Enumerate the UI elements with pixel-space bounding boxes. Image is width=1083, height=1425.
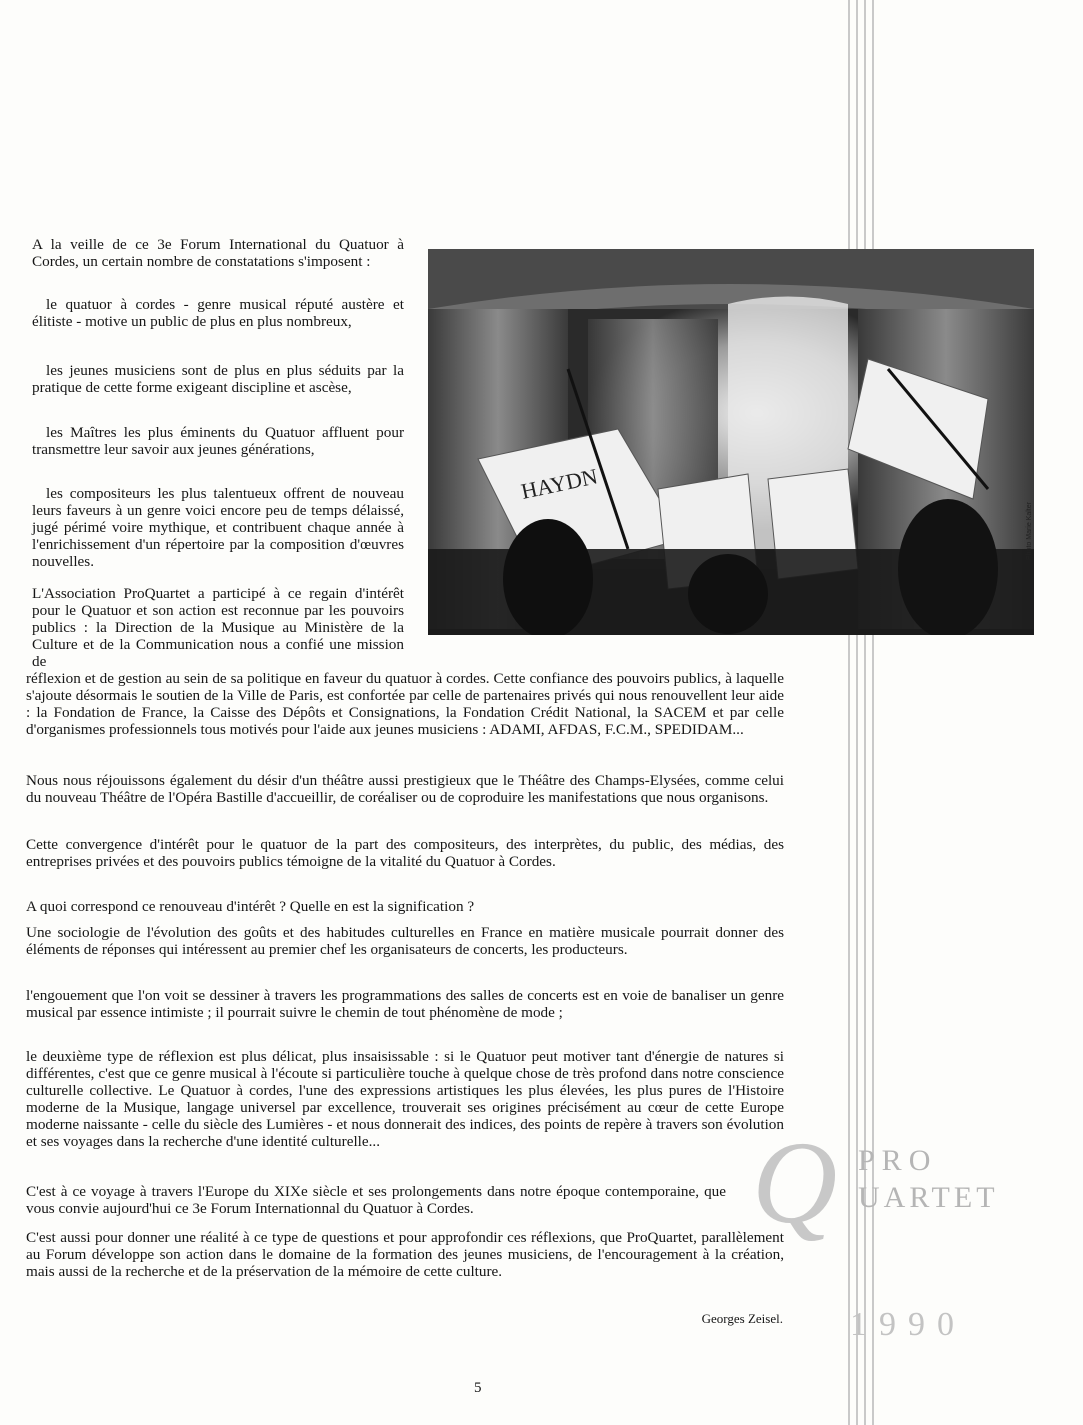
score-title-label: HAYDN [518,463,600,504]
paragraph-item-composers: les compositeurs les plus talentueux offrent de nouveau leurs faveurs à un genre voici encore peu de temps délaissé, jugé périmé voire mythique, et contribuent chaque année à l'enrichissement d'un répertoire par la composition d'œuvres nouvelles. [32,485,404,570]
paragraph-theatres: Nous nous réjouissons également du désir d'un théâtre aussi prestigieux que le Théâtre des Champs-Elysées, comme celui du nouveau Théâtre de l'Opéra Bastille d'accueillir, de coréaliser ou de coproduire les manifestations que nous organisons. [26,772,784,806]
page-number: 5 [474,1380,482,1396]
paragraph-proquartet-b: réflexion et de gestion au sein de sa politique en faveur du quatuor à cordes. Cette confiance des pouvoirs publics, à laquelle s'ajoute désormais le soutien de la Ville de Paris, est confortée par celle de partenaires privés qui nous renouvellent leur aide : la Fondation de France, la Caisse des Dépôts et Consignations, la Fondation Crédit National, la SACEM et par celle d'organismes professionnels tous motivés pour l'aide aux jeunes musiciens : ADAMI, AFDAS, F.C.M., SPEDIDAM... [26,670,784,738]
logo-initial: Q [752,1117,838,1248]
photo-credit: Photo Marie Kalter [1026,502,1033,560]
paragraph-sociology: Une sociologie de l'évolution des goûts et des habitudes culturelles en France en matière musicale pourrait donner des éléments de réponses qui intéressent au premier chef les organisateurs de concerts, les producteurs. [26,924,784,958]
logo-pro: PRO [858,1144,938,1177]
logo-year: 1990 [850,1306,966,1343]
paragraph-proquartet-a: L'Association ProQuartet a participé à ce regain d'intérêt pour le Quatuor et son action est reconnue par les pouvoirs publics : la Direction de la Musique au Ministère de la Culture et de la Communication nous a confié une mission de [32,585,404,670]
photo-quartet-concert [428,249,1034,635]
paragraph-item-masters: les Maîtres les plus éminents du Quatuor affluent pour transmettre leur savoir aux jeunes générations, [32,424,404,458]
signature: Georges Zeisel. [701,1311,783,1326]
paragraph-voyage: C'est à ce voyage à travers l'Europe du XIXe siècle et ses prolongements dans notre époque contemporaine, que vous convie aujourd'hui ce 3e Forum Internationnal du Quatuor à Cordes. [26,1183,726,1217]
concert-photo-illustration [428,249,1034,635]
paragraph-intro: A la veille de ce 3e Forum International du Quatuor à Cordes, un certain nombre de constatations s'imposent : [32,236,404,270]
paragraph-reflexion: le deuxième type de réflexion est plus délicat, plus insaisissable : si le Quatuor peut motiver tant d'énergie de natures si différentes, c'est que ce genre musical à l'écoute si particulière touche à quelque chose de très profond dans notre conscience culturelle collective. Le Quatuor à cordes, l'une des expressions artistiques les plus élevées, les plus pures de l'Histoire moderne de la Musique, langage universel par excellence, trouverait ses origines précisément au cœur de cette Europe moderne naissante - celle du siècle des Lumières - et nous donnerait des indices, des points de repère à travers son évolution et ses voyages dans la recherche d'une identité culturelle... [26,1048,784,1150]
paragraph-question: A quoi correspond ce renouveau d'intérêt ? Quelle en est la signification ? [26,898,475,915]
paragraph-convergence: Cette convergence d'intérêt pour le quatuor de la part des compositeurs, des interprètes, du public, des médias, des entreprises privées et des pouvoirs publics témoigne de la vitalité du Quatuor à Cordes. [26,836,784,870]
paragraph-engouement: l'engouement que l'on voit se dessiner à travers les programmations des salles de concerts est en voie de banaliser un genre musical par essence intimiste ; il pourrait suivre le chemin de tout phénomène de mode ; [26,987,784,1021]
paragraph-item-public: le quatuor à cordes - genre musical réputé austère et élitiste - motive un public de plus en plus nombreux, [32,296,404,330]
paragraph-proquartet-action: C'est aussi pour donner une réalité à ce type de questions et pour approfondir ces réflexions, que ProQuartet, parallèlement au Forum développe son action dans le domaine de la formation des jeunes musiciens, de l'encouragement à la création, mais aussi de la recherche et de la préservation de la mémoire de cette culture. [26,1229,784,1280]
paragraph-item-musicians: les jeunes musiciens sont de plus en plus séduits par la pratique de cette forme exigeant discipline et ascèse, [32,362,404,396]
logo-quartet: UARTET [858,1181,999,1214]
